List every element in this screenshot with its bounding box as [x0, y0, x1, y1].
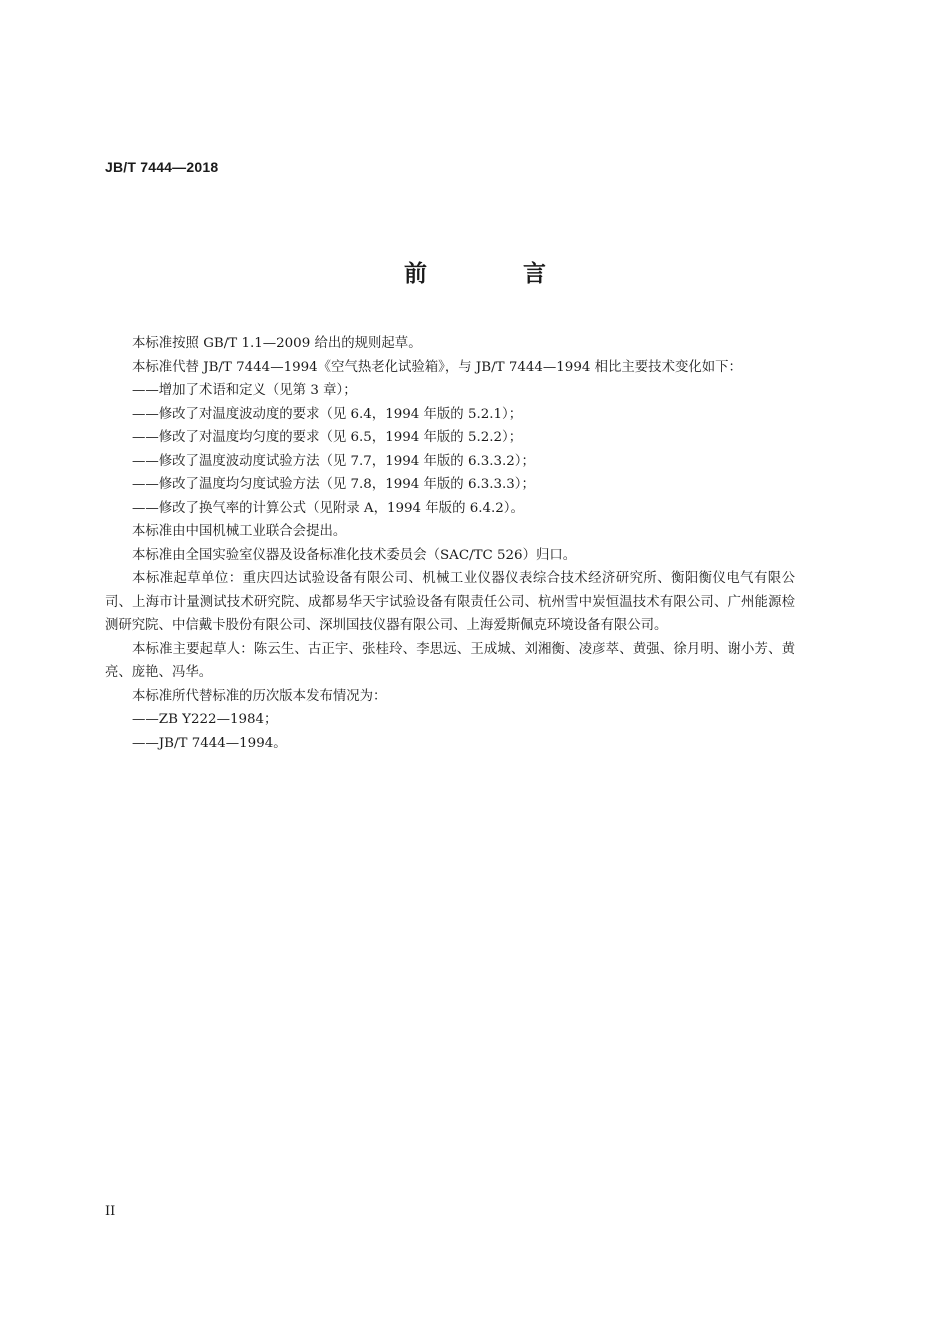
history-item: ——JB/T 7444—1994。	[132, 735, 287, 751]
paragraph-committee: 本标准由全国实验室仪器及设备标准化技术委员会（SAC/TC 526）归口。	[132, 547, 577, 563]
change-item: ——修改了换气率的计算公式（见附录 A，1994 年版的 6.4.2）。	[132, 500, 524, 516]
change-item: ——修改了对温度均匀度的要求（见 6.5，1994 年版的 5.2.2）；	[132, 430, 523, 445]
page-title: 前 言	[403, 261, 590, 287]
change-item: ——修改了对温度波动度的要求（见 6.4，1994 年版的 5.2.1）；	[132, 406, 523, 422]
paragraph-drafting-rules: 本标准按照 GB/T 1.1—2009 给出的规则起草。	[132, 336, 422, 351]
change-item: ——修改了温度均匀度试验方法（见 7.8，1994 年版的 6.3.3.3）；	[132, 477, 535, 492]
paragraph-proposer: 本标准由中国机械工业联合会提出。	[132, 524, 347, 539]
page-number: II	[105, 1204, 116, 1219]
paragraph-replacement: 本标准代替 JB/T 7444—1994《空气热老化试验箱》，与 JB/T 7444—1994 相比主要技术变化如下：	[132, 359, 742, 375]
change-item: ——增加了术语和定义（见第 3 章）；	[132, 383, 357, 398]
history-item: ——ZB Y222—1984；	[132, 712, 278, 727]
change-item: ——修改了温度波动度试验方法（见 7.7，1994 年版的 6.3.3.2）；	[132, 453, 535, 469]
foreword-body	[105, 332, 795, 755]
document-code-header: JB/T 7444—2018	[105, 159, 219, 175]
paragraph-drafting-units: 本标准起草单位：重庆四达试验设备有限公司、机械工业仪器仪表综合技术经济研究所、衡阳衡仪电气有限公司、上海市计量测试技术研究院、成都易华天宇试验设备有限责任公司、杭州雪中炭恒温技术有限公司、广州能源检测研究院、中信戴卡股份有限公司、深圳国技仪器有限公司、上海爱斯佩克环境设备有限公司。	[105, 571, 795, 633]
paragraph-history-intro: 本标准所代替标准的历次版本发布情况为：	[132, 688, 387, 704]
paragraph-drafters: 本标准主要起草人：陈云生、古正宇、张桂玲、李思远、王成城、刘湘衡、凌彦萃、黄强、徐月明、谢小芳、黄亮、庞艳、冯华。	[105, 641, 795, 680]
